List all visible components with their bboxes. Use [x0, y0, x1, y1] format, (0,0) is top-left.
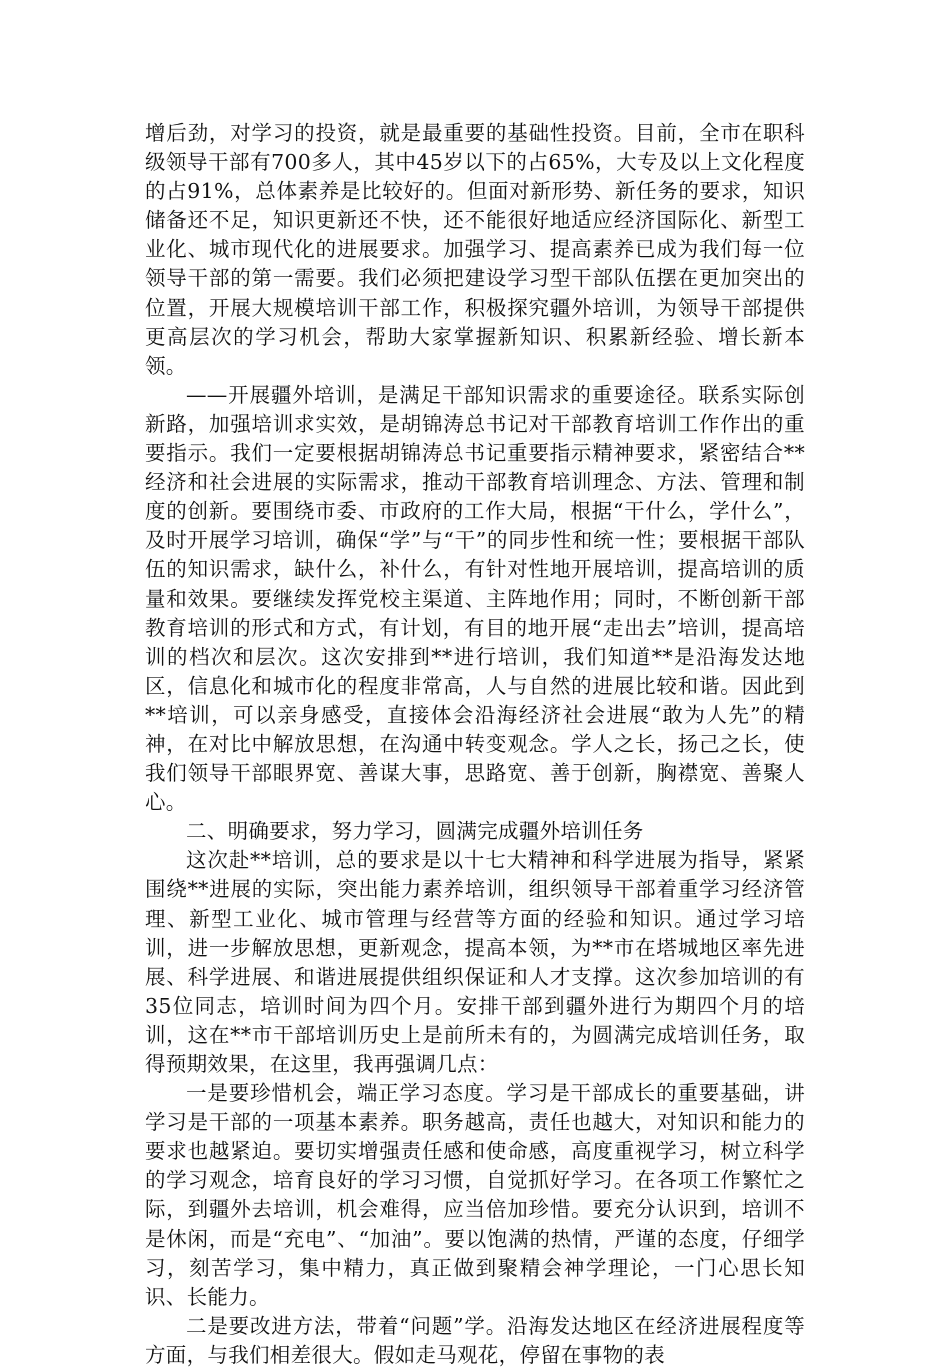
paragraph-2: ——开展疆外培训，是满足干部知识需求的重要途径。联系实际创新路，加强培训求实效，是胡锦涛总书记对干部教育培训工作作出的重要指示。我们一定要根据胡锦涛总书记重要指示精神要求，紧密结合**经济和社会进展的实际需求，推动干部教育培训理念、方法、管理和制度的创新。要围绕市委、市政府的工作大局，根据“干什么，学什么”，及时开展学习培训，确保“学”与“干”的同步性和统一性；要根据干部队伍的知识需求，缺什么，补什么，有针对性地开展培训，提高培训的质量和效果。要继续发挥党校主渠道、主阵地作用；同时，不断创新干部教育培训的形式和方式，有计划，有目的地开展“走出去”培训，提高培训的档次和层次。这次安排到**进行培训，我们知道**是沿海发达地区，信息化和城市化的程度非常高，人与自然的进展比较和谐。因此到**培训，可以亲身感受，直接体会沿海经济社会进展“敢为人先”的精神，在对比中解放思想，在沟通中转变观念。学人之长，扬己之长，使我们领导干部眼界宽、善谋大事，思路宽、善于创新，胸襟宽、善聚人心。	[145, 382, 805, 815]
section-heading-2: 二、明确要求，努力学习，圆满完成疆外培训任务	[186, 819, 644, 844]
paragraph-5: 二是要改进方法，带着“问题”学。沿海发达地区在经济进展程度等方面，与我们相差很大。假如走马观花，停留在事物的表	[145, 1313, 805, 1367]
paragraph-4: 一是要珍惜机会，端正学习态度。学习是干部成长的重要基础，讲学习是干部的一项基本素养。职务越高，责任也越大，对知识和能力的要求也越紧迫。要切实增强责任感和使命感，高度重视学习，树立科学的学习观念，培育良好的学习习惯，自觉抓好学习。在各项工作繁忙之际，到疆外去培训，机会难得，应当倍加珍惜。要充分认识到，培训不是休闲，而是“充电”、“加油”。要以饱满的热情，严谨的态度，仔细学习，刻苦学习，集中精力，真正做到聚精会神学理论，一门心思长知识、长能力。	[145, 1081, 805, 1309]
document-body	[145, 119, 805, 1370]
paragraph-1: 增后劲，对学习的投资，就是最重要的基础性投资。目前，全市在职科级领导干部有700多人，其中45岁以下的占65%，大专及以上文化程度的占91%，总体素养是比较好的。但面对新形势、新任务的要求，知识储备还不足，知识更新还不快，还不能很好地适应经济国际化、新型工业化、城市现代化的进展要求。加强学习、提高素养已成为我们每一位领导干部的第一需要。我们必须把建设学习型干部队伍摆在更加突出的位置，开展大规模培训干部工作，积极探究疆外培训，为领导干部提供更高层次的学习机会，帮助大家掌握新知识、积累新经验、增长新本领。	[145, 121, 805, 378]
paragraph-3: 这次赴**培训，总的要求是以十七大精神和科学进展为指导，紧紧围绕**进展的实际，突出能力素养培训，组织领导干部着重学习经济管理、新型工业化、城市管理与经营等方面的经验和知识。通过学习培训，进一步解放思想，更新观念，提高本领，为**市在塔城地区率先进展、科学进展、和谐进展提供组织保证和人才支撑。这次参加培训的有35位同志，培训时间为四个月。安排干部到疆外进行为期四个月的培训，这在**市干部培训历史上是前所未有的，为圆满完成培训任务，取得预期效果，在这里，我再强调几点：	[145, 848, 805, 1076]
